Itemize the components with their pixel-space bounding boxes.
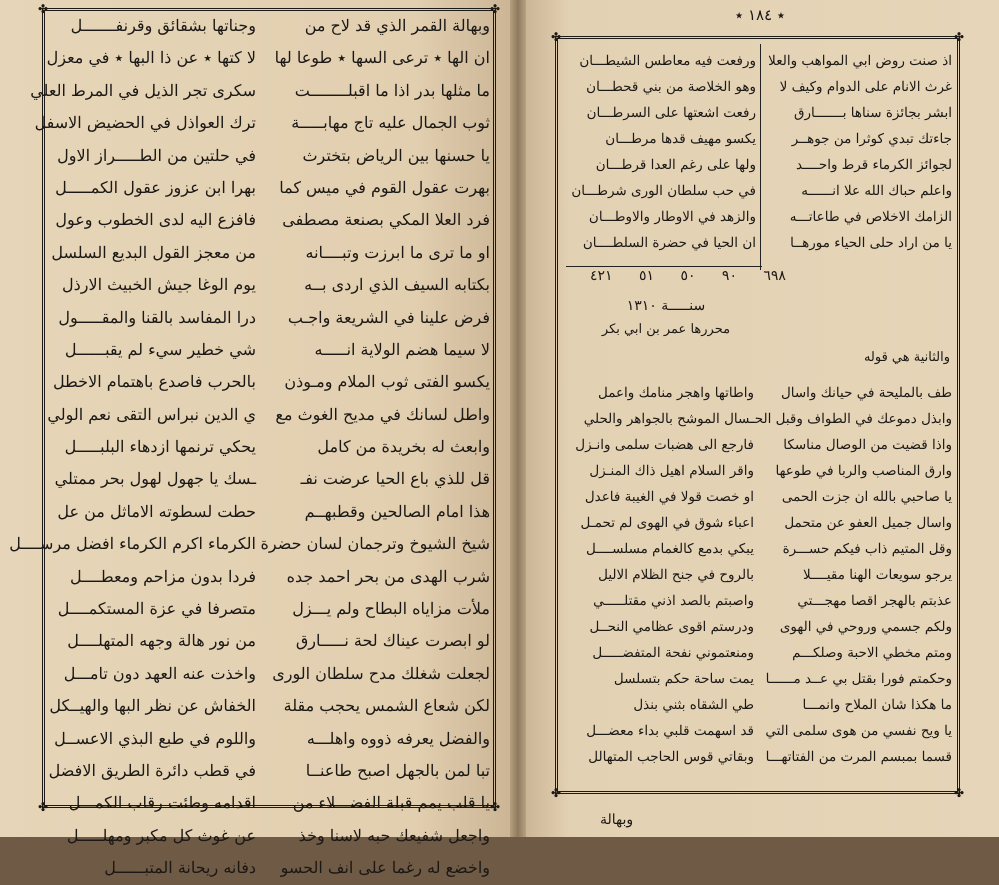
verse-line: يحكي ترنمها ازدهاء البلبـــــل <box>64 437 256 457</box>
verse-line: يبكي بدمع كالغمام مسلســــل <box>586 541 754 557</box>
verse-line: دفانه ريحانة المتبــــــل <box>104 858 256 878</box>
page-number: ٭ ١٨٤ ٭ <box>735 6 786 24</box>
verse-line: عن غوث كل مكبر ومهلـــــل <box>66 825 256 845</box>
verse-line: فارجع الى هضبات سلمى وانـزل <box>575 437 754 453</box>
verse-line: غرث الانام على الدوام وكيف لا <box>779 79 952 95</box>
verse-line: وحكمتم فورا بقتل بي عــد مــــــا <box>765 671 952 687</box>
verse-line: ما مثلها بدر اذا ما اقبلــــــــت <box>294 80 490 100</box>
verse-line: بالروح في جنح الظلام الاليل <box>598 567 754 583</box>
verse-line: فرد العلا المكي بصنعة مصطفى <box>282 210 490 230</box>
verse-line: في حب سلطان الورى شرطـــان <box>571 183 756 199</box>
verse-line: لو ابصرت عيناك لحة نـــــارق <box>295 631 490 651</box>
verse-line: ملأت مزاياه البطاح ولم يـــزل <box>292 599 490 619</box>
verse-line: يا حسنها بين الرياض بتخترث <box>302 145 490 165</box>
verse-line: فرض علينا في الشريعة واجـب <box>287 307 490 327</box>
verse-line: بهرا ابن عزوز عقول الكمـــــل <box>55 177 256 197</box>
verse-line: اذ صنت روض ابي المواهب والعلا <box>768 53 952 69</box>
verse-line: الخفاش عن نظر البها والهيــكل <box>49 696 256 716</box>
verse-line: طف بالمليحة في حيانك واسال <box>780 385 952 401</box>
verse-line: يكسو الفتى ثوب الملام ومـوذن <box>284 372 490 392</box>
verse-line: فافزع اليه لدى الخطوب وعول <box>55 210 256 230</box>
verse-line: يا صاحبي بالله ان جزت الحمى <box>781 489 952 505</box>
verse-line: وارق المناصب والربا في طوعها <box>775 463 952 479</box>
corner-ornament: ✤ <box>550 786 562 800</box>
corner-ornament: ✤ <box>953 786 965 800</box>
corner-ornament: ✤ <box>550 30 562 44</box>
verse-line: من معجز القول البديع السلسل <box>51 242 256 262</box>
verse-line: واللوم في طبع البذي الاعســل <box>54 728 256 748</box>
year-line: سنـــــة ١٣١٠ <box>626 298 706 314</box>
verse-line: في قطب دائرة الطريق الافضل <box>48 760 256 780</box>
verse-line: ما هكذا شان الملاح وانمـــا <box>802 697 952 713</box>
verse-line: في حلتين من الطـــــراز الاول <box>57 145 256 165</box>
section-intro: والثانية هي قوله <box>863 350 950 365</box>
verse-line: لجعلت شغلك مدح سلطان الورى <box>272 663 490 683</box>
verse-line: قل للذي باع الحيا عرضت نفـ <box>300 469 490 489</box>
verse-line: واخضع له رغما على انف الحسو <box>280 858 490 878</box>
verse-line: طي الشقاه بثني بنذل <box>633 697 754 713</box>
summary-totals-row <box>590 268 786 290</box>
verse-line: ترك العواذل في الحضيض الاسفل <box>34 113 256 133</box>
left-page-left-column <box>9 10 256 885</box>
verse-line: يمت ساحة حكم بتسلسل <box>613 671 754 687</box>
verse-line: رفعت اشعتها على السرطـــان <box>586 105 756 121</box>
verse-line: يرجو سويعات الهنا مقيــــلا <box>802 567 952 583</box>
verse-line: ان الها ٭ ترعى السها ٭ طوعا لها <box>274 48 490 68</box>
verse-line: او ما ترى ما ابرزت وتبــــانه <box>305 242 490 262</box>
verse-line: جاءتك تبدي كوثرا من جوهــر <box>791 131 952 147</box>
verse-line: وابعث له بخريدة من كامل <box>317 437 490 457</box>
verse-line: شيخ الشيوخ وترجمان لسان حضرة <box>260 534 490 554</box>
verse-line: واذا قضيت من الوصال مناسكا <box>783 437 952 453</box>
verse-line: ان الحيا في حضرة السلطــــان <box>582 235 756 251</box>
verse-line: تبا لمن بالجهل اصبح طاعنــا <box>305 760 490 780</box>
verse-line: واطل لسانك في مديح الغوث مع <box>275 404 490 424</box>
verse-line: وجناتها بشقائق وقرنفـــــــل <box>70 16 256 35</box>
table-rule <box>566 266 762 267</box>
verse-line: بالحرب فاصدع باهتمام الاخطل <box>52 372 256 392</box>
corner-ornament: ✤ <box>953 30 965 44</box>
verse-line: يكسو مهيف قدها مرطـــان <box>605 131 756 147</box>
verse-line: ي الدين نبراس التقى نعم الولي <box>47 404 256 424</box>
verse-line: يا من اراد حلى الحياء مورهــا <box>790 235 952 251</box>
verse-line: يا قلب يمم قبلة الفضـــلاء من <box>292 793 490 813</box>
verse-line: واجعل شفيعك حبه لاسنا وخذ <box>298 825 490 845</box>
verse-line: فردا بدون مزاحم ومعطــــل <box>69 566 256 586</box>
catchword: وبهالة <box>600 812 634 828</box>
verse-line: اقدامه وطئت رقاب الكمـــل <box>68 793 256 813</box>
verse-line: ومنعتموني نفحة المتفضـــــل <box>592 645 754 661</box>
verse-line: من نور هالة وجهه المتهلــــل <box>67 631 256 651</box>
verse-line: يوم الوغا جيش الخبيث الارذل <box>62 275 256 295</box>
verse-line: لكن شعاع الشمس يحجب مقلة <box>283 696 490 716</box>
summary-value: ٩٠ <box>721 268 737 284</box>
verse-line: لجوائز الكرماء قرط واحــــد <box>795 157 952 173</box>
author-line: محررها عمر بن ابي بكر <box>601 322 731 337</box>
verse-line: وهو الخلاصة من بني قحطـــان <box>586 79 756 95</box>
verse-line: الكرماء اكرم الكرماء افضل مرســــل <box>9 534 256 554</box>
verse-line: واسال جميل العفو عن متحمل <box>784 515 952 531</box>
verse-line: درا المفاسد بالقنا والمقـــــول <box>58 307 256 327</box>
verse-line: بكتابه السيف الذي اردى بــه <box>304 275 490 295</box>
verse-line: واطاتها واهجر منامك واعمل <box>597 385 754 401</box>
verse-line: ولها على رغم العدا قرطـــان <box>595 157 756 173</box>
verse-line: ـسك يا جهول لهول بحر ممتلي <box>54 469 256 489</box>
verse-line: شي خطير سيء لم يقبــــــل <box>64 339 256 359</box>
right-page-bottom-left-column <box>566 380 754 770</box>
right-page-top-left-column <box>566 48 756 256</box>
left-page-right-column <box>262 10 490 885</box>
corner-ornament: ✤ <box>489 2 501 16</box>
verse-line: قد اسهمت قلبي بداء معضـــل <box>586 723 754 739</box>
summary-value: ٥١ <box>638 268 655 284</box>
summary-value: ٥٠ <box>680 268 696 284</box>
verse-line: ودرستم اقوى عظامي النحــل <box>589 619 754 635</box>
verse-line: ورفعت فيه معاطس الشيطـــان <box>579 53 756 69</box>
verse-line: لا كتها ٭ عن ذا البها ٭ في معزل <box>46 48 256 68</box>
verse-line: وبقاتي قوس الحاجب المتهالل <box>588 749 754 765</box>
verse-line: بهرت عقول القوم في ميس كما <box>279 177 490 197</box>
verse-line: هذا امام الصالحين وقطبهــم <box>304 501 490 521</box>
verse-line: ـسال الموشح بالجواهر والحلي <box>583 411 754 427</box>
verse-line: اعباء شوق في الهوى لم تحمـل <box>580 515 754 531</box>
verse-line: واخذت عنه العهد دون تامـــل <box>63 663 256 683</box>
verse-line: واعلم حباك الله علا انــــــه <box>801 183 952 199</box>
verse-line: لا سيما هضم الولاية انـــــه <box>314 339 490 359</box>
verse-line: ثوب الجمال عليه تاج مهابـــــة <box>291 113 490 133</box>
verse-line: سكرى تجر الذيل في المرط العلي <box>30 80 256 100</box>
corner-ornament: ✤ <box>489 800 501 814</box>
verse-line: وبهالة القمر الذي قد لاح من <box>304 16 490 35</box>
verse-line: واقر السلام اهيل ذاك المنـزل <box>589 463 754 479</box>
right-page-bottom-right-column <box>750 380 952 770</box>
verse-line: ومتم مخطي الاحبة وصلكـــم <box>792 645 952 661</box>
verse-line: وقل المتيم ذاب فيكم حســـرة <box>782 541 952 557</box>
verse-line: واصبتم بالصد اذني مقتلـــــي <box>593 593 754 609</box>
verse-line: ابشر بجائزة سناها بـــــــارق <box>793 105 952 121</box>
summary-value: ٤٢١ <box>590 268 613 284</box>
column-divider <box>760 44 761 270</box>
verse-line: قسما بمبسم المرت من الفتاتهـــا <box>765 749 952 765</box>
verse-line: عذبتم بالهجر اقصا مهجـــتي <box>797 593 952 609</box>
verse-line: والفضل يعرفه ذووه واهلـــه <box>306 728 490 748</box>
summary-value: ٦٩٨ <box>763 268 786 284</box>
verse-line: الزامك الاخلاص في طاعاتـــه <box>789 209 952 225</box>
verse-line: شرب الهدى من بحر احمد جده <box>286 566 490 586</box>
verse-line: حطت لسطوته الاماثل من عل <box>57 501 256 521</box>
verse-line: وابذل دموعك في الطواف وقبل الحـ <box>750 411 952 427</box>
verse-line: ولكم جسمي وروحي في الهوى <box>779 619 952 635</box>
corner-ornament: ✤ <box>37 2 49 16</box>
right-page-top-right-column <box>766 48 952 256</box>
corner-ornament: ✤ <box>37 800 49 814</box>
verse-line: او خصت قولا في الغيبة فاعدل <box>584 489 754 505</box>
verse-line: يا ويح نفسي من هوى سلمى التي <box>765 723 952 739</box>
verse-line: متصرفا في عزة المستكمــــل <box>57 599 256 619</box>
verse-line: والزهد في الاوطار والاوطـــان <box>588 209 756 225</box>
book-gutter <box>510 0 526 837</box>
